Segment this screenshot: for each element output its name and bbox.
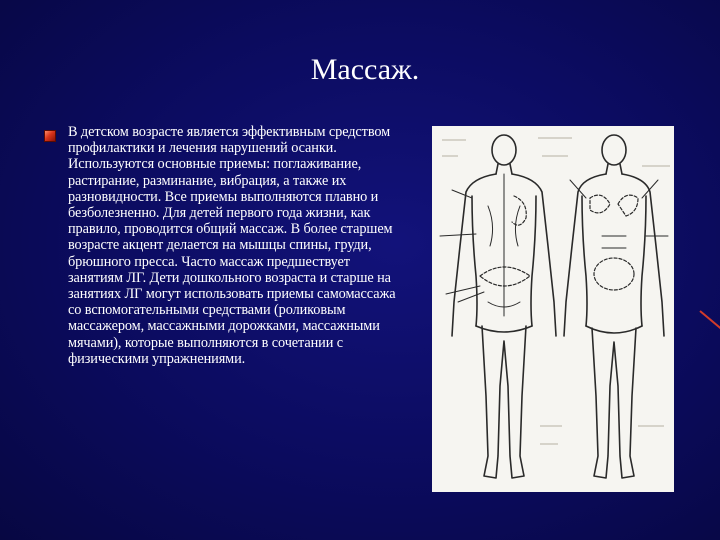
slide-title: Массаж.	[310, 53, 420, 86]
back-figure-legs	[482, 326, 526, 478]
slide-body-text: В детском возрасте является эффективным средством профилактики и лечения нарушений осанки. Используются основные приемы: поглаживание, растирание, разминание, вибрация, а также их разновидности. Все приемы выполняются плавно и безболезненно. Для детей первого года жизни, как правило, проводится общий массаж. В более старшем возрасте акцент делается на мышцы спины, груди, брюшного пресса. Часто массаж предшествует занятиям ЛГ. Дети дошкольного возраста и старше на занятиях ЛГ могут использовать приемы самомассажа со вспомогательными средствами (роликовым массажером, массажными дорожками, массажными мячами), которые выполняются в сочетании с физическими упражнениями.	[68, 124, 396, 367]
body-figures-illustration	[432, 126, 674, 492]
back-figure-head	[492, 135, 516, 165]
front-figure-torso-arms	[564, 174, 664, 336]
massage-body-diagram	[432, 126, 674, 492]
front-figure-legs	[592, 328, 636, 478]
square-bullet-icon	[44, 130, 56, 142]
decorative-accent-line	[699, 310, 720, 331]
front-figure-head	[602, 135, 626, 165]
